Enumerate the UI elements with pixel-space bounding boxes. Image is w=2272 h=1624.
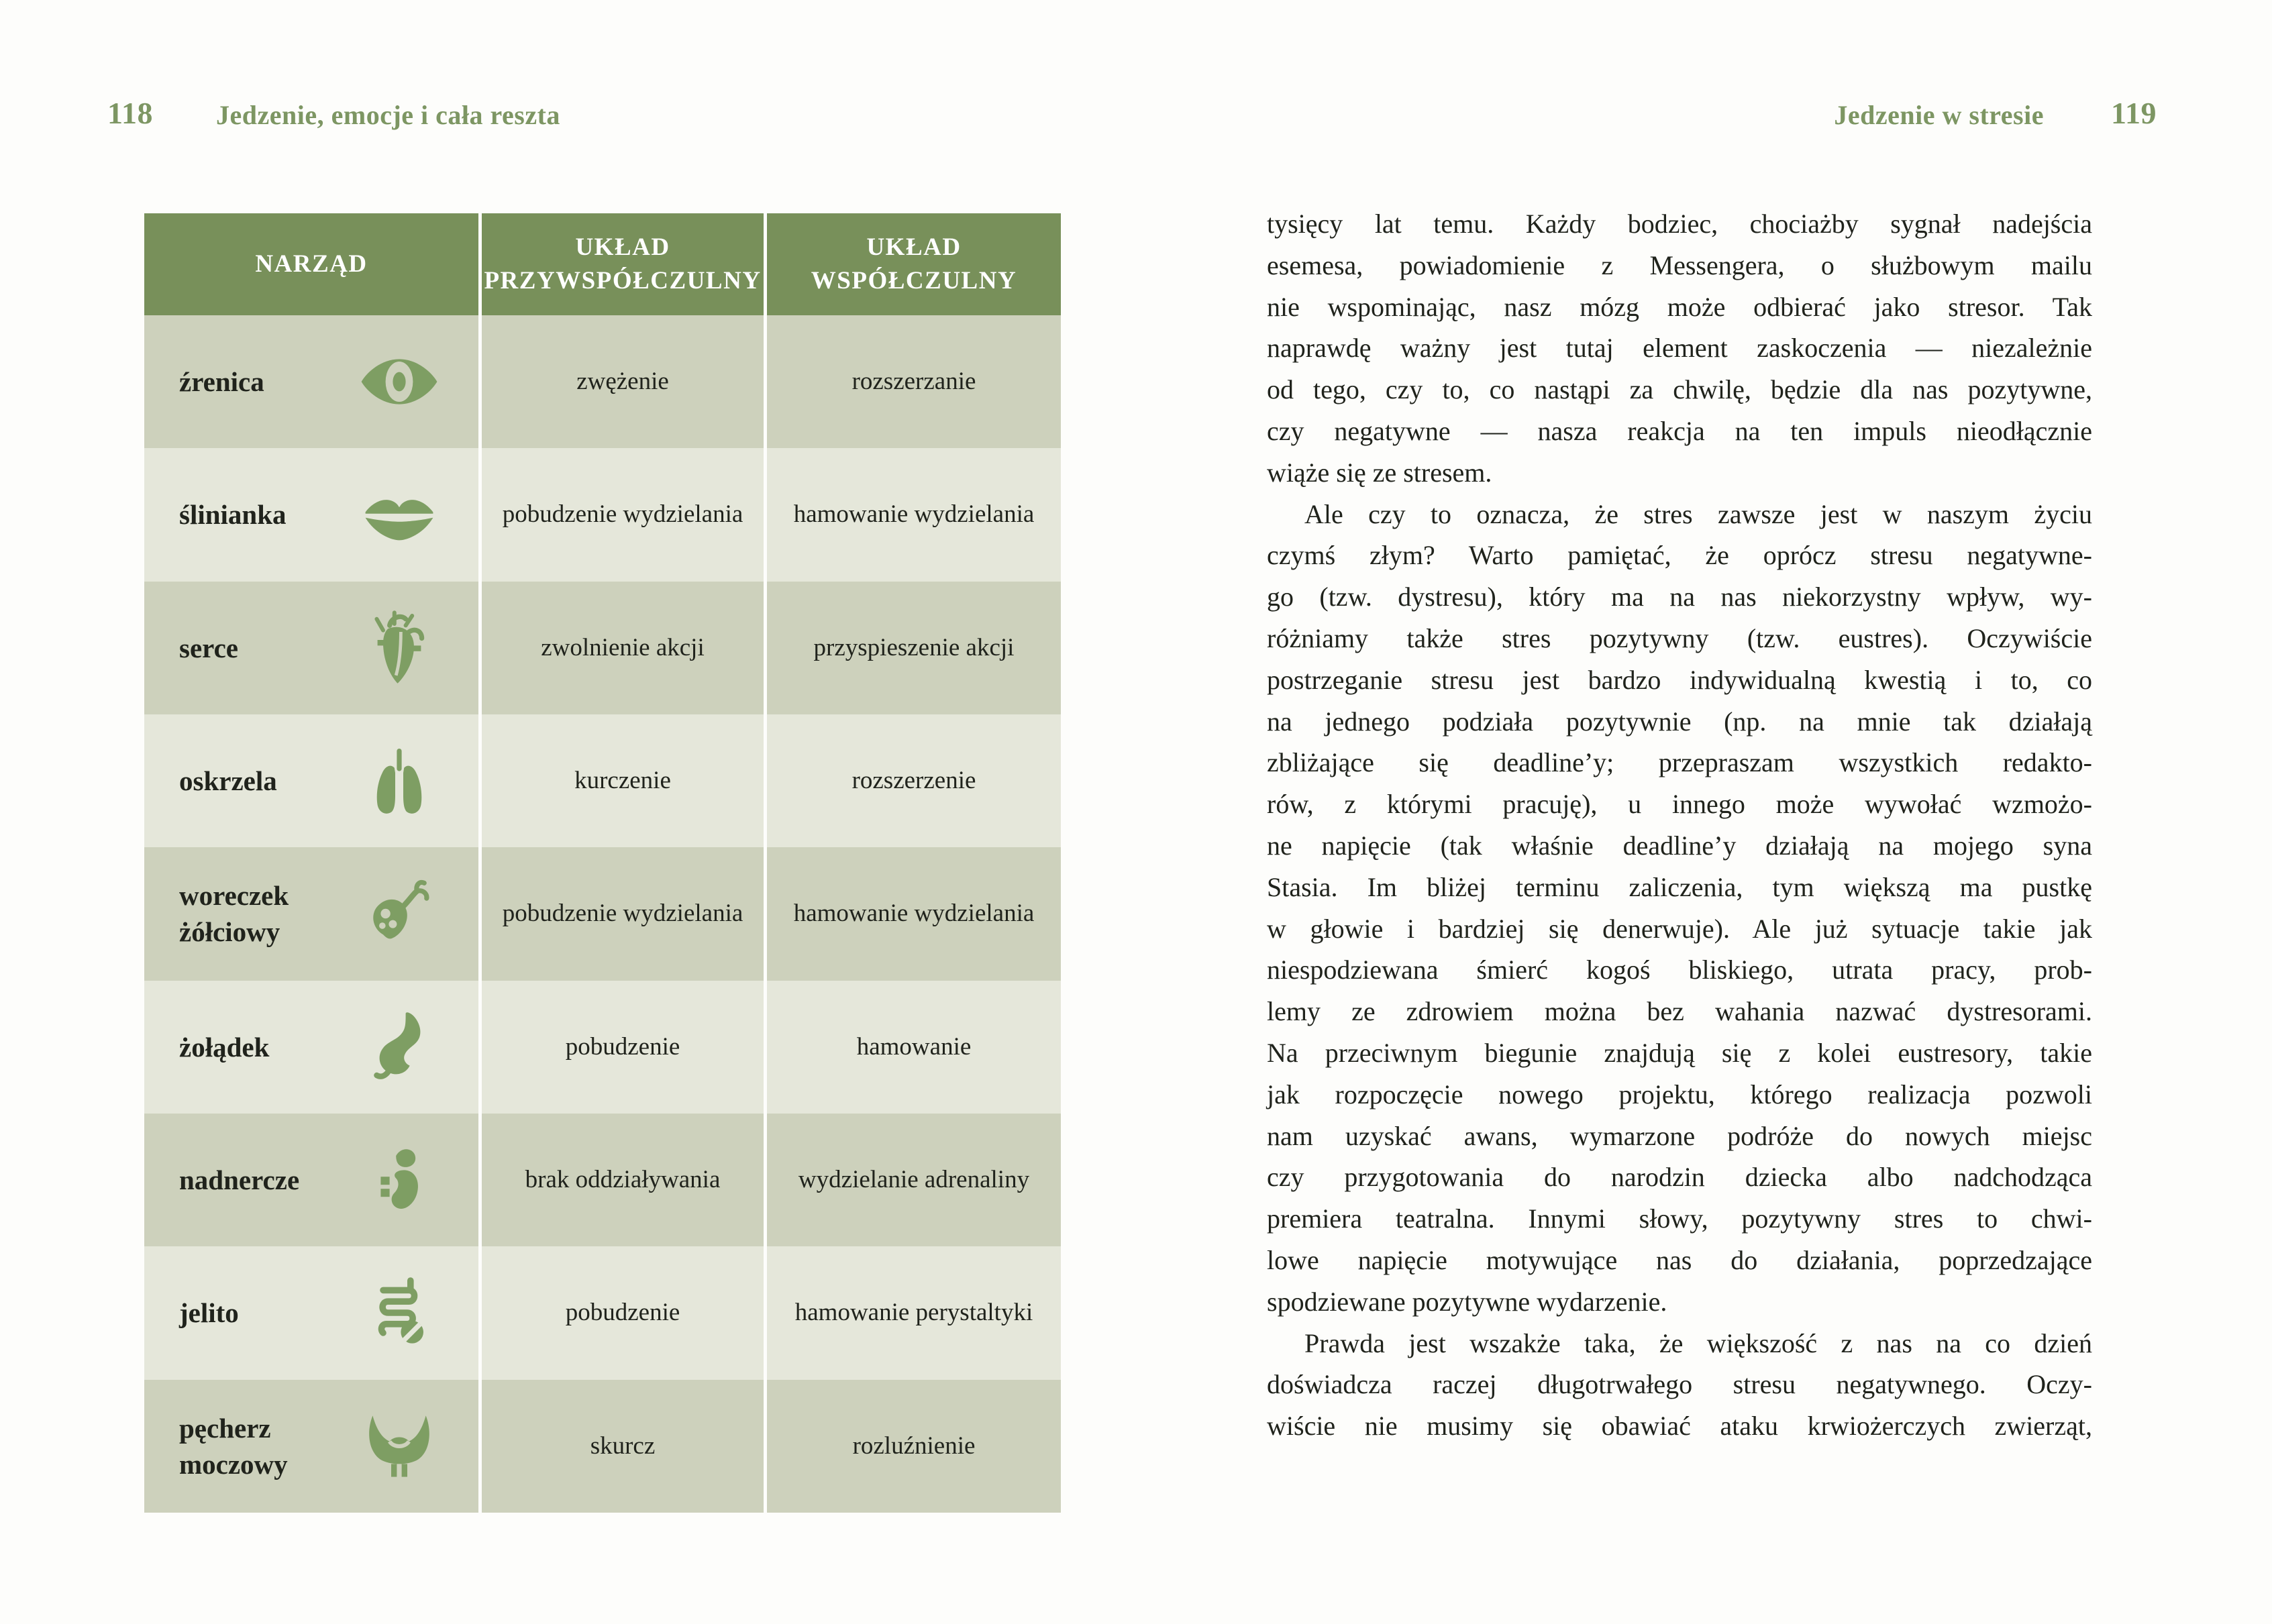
parasympathetic-cell: zwężenie	[482, 315, 767, 448]
text-line: nie wspominając, nasz mózg może odbierać jako stresor. Tak	[1267, 291, 2092, 322]
table-header-sympathetic: UKŁAD WSPÓŁCZULNY	[767, 213, 1061, 315]
text-line: w głowie i bardziej się denerwuje). Ale już sytuacje takie jak	[1267, 913, 2092, 944]
sympathetic-cell: przyspieszenie akcji	[767, 582, 1061, 714]
text-line: rów, z którymi pracuję), u innego może wywołać wzmożo-	[1267, 789, 2092, 820]
organ-name: woreczek żółciowy	[179, 880, 289, 948]
text-line: na jednego podziała pozytywnie (np. na mnie tak działają	[1267, 706, 2092, 737]
lungs-icon	[359, 741, 440, 821]
eye-icon	[359, 341, 440, 422]
left-page-number: 118	[107, 96, 153, 130]
parasympathetic-cell: pobudzenie wydzielania	[482, 448, 767, 581]
text-line: nam uzyskać awans, wymarzone podróże do nowych miejsc	[1267, 1120, 2092, 1151]
organ-name: jelito	[179, 1297, 239, 1329]
table-row	[144, 714, 1061, 847]
text-line: postrzeganie stresu jest bardzo indywidualną kwestią i to, co	[1267, 664, 2092, 695]
paragraph	[1267, 494, 2092, 1323]
right-page-number: 119	[2111, 96, 2157, 130]
text-line: zbliżające się deadline’y; przepraszam wszystkich redakto-	[1267, 747, 2092, 778]
organ-cell	[144, 1380, 482, 1513]
organ-cell	[144, 847, 482, 980]
text-line: Ale czy to oznacza, że stres zawsze jest w naszym życiu	[1304, 498, 2092, 529]
text-line: czy przygotowania do narodzin dziecka albo nadchodząca	[1267, 1162, 2092, 1193]
parasympathetic-cell: skurcz	[482, 1380, 767, 1513]
sympathetic-cell: rozszerzanie	[767, 315, 1061, 448]
sympathetic-cell: wydzielanie adrenaliny	[767, 1114, 1061, 1246]
table-header-parasympathetic: UKŁAD PRZYWSPÓŁCZULNY	[482, 213, 767, 315]
table-header-row	[144, 213, 1061, 315]
parasympathetic-cell: brak oddziaływania	[482, 1114, 767, 1246]
text-line: jak rozpoczęcie nowego projektu, którego realizacja pozwoli	[1267, 1079, 2092, 1109]
table-row	[144, 1114, 1061, 1246]
text-line: od tego, czy to, co nastąpi za chwilę, będzie dla nas pozytywne,	[1267, 374, 2092, 405]
organ-name: nadnercze	[179, 1165, 300, 1196]
table-row	[144, 582, 1061, 714]
paragraph	[1267, 1323, 2092, 1447]
organ-cell	[144, 582, 482, 714]
text-line: ne napięcie (tak właśnie deadline’y działają na mojego syna	[1267, 830, 2092, 861]
text-line: go (tzw. dystresu), który ma na nas niekorzystny wpływ, wy-	[1267, 582, 2092, 612]
table-row	[144, 448, 1061, 581]
lips-icon	[359, 474, 440, 555]
text-line: premiera teatralna. Innymi słowy, pozytywny stres to chwi-	[1267, 1203, 2092, 1234]
organ-cell	[144, 1114, 482, 1246]
parasympathetic-cell: kurczenie	[482, 714, 767, 847]
parasympathetic-cell: zwolnienie akcji	[482, 582, 767, 714]
organ-name: oskrzela	[179, 765, 277, 797]
organ-name: pęcherz moczowy	[179, 1412, 288, 1480]
organ-cell	[144, 315, 482, 448]
body-text-column	[1267, 203, 2092, 1447]
table-row	[144, 1246, 1061, 1379]
organ-cell	[144, 448, 482, 581]
text-line: Stasia. Im bliżej terminu zaliczenia, tym większą ma pustkę	[1267, 871, 2092, 902]
text-line: Na przeciwnym biegunie znajdują się z kolei eustresory, takie	[1267, 1037, 2092, 1068]
text-line: czymś złym? Warto pamiętać, że oprócz stresu negatywne-	[1267, 540, 2092, 571]
text-line: doświadcza raczej długotrwałego stresu negatywnego. Oczy-	[1267, 1369, 2092, 1400]
table-row	[144, 847, 1061, 980]
organ-cell	[144, 1246, 482, 1379]
right-running-head: Jedzenie w stresie	[1834, 100, 2044, 130]
organ-name: źrenica	[179, 366, 264, 398]
stomach-icon	[359, 1007, 440, 1087]
left-running-head: Jedzenie, emocje i cała reszta	[216, 100, 560, 130]
organ-nervous-system-table	[144, 213, 1061, 1513]
table-row	[144, 315, 1061, 448]
parasympathetic-cell: pobudzenie	[482, 981, 767, 1114]
text-line: lowe napięcie motywujące nas do działania, poprzedzające	[1267, 1244, 2092, 1275]
table-row	[144, 1380, 1061, 1513]
text-line: niespodziewana śmierć kogoś bliskiego, utrata pracy, prob-	[1267, 955, 2092, 985]
organ-cell	[144, 714, 482, 847]
text-line: tysięcy lat temu. Każdy bodziec, chociażby sygnał nadejścia	[1267, 209, 2092, 239]
text-line: esemesa, powiadomienie z Messengera, o służbowym mailu	[1267, 250, 2092, 280]
parasympathetic-cell: pobudzenie wydzielania	[482, 847, 767, 980]
paragraph	[1267, 203, 2092, 494]
text-line: Prawda jest wszakże taka, że większość z nas na co dzień	[1304, 1328, 2092, 1358]
text-line: różniamy także stres pozytywny (tzw. eustres). Oczywiście	[1267, 622, 2092, 653]
sympathetic-cell: hamowanie	[767, 981, 1061, 1114]
adrenal-gland-icon	[359, 1140, 440, 1220]
organ-name: ślinianka	[179, 499, 287, 531]
organ-cell	[144, 981, 482, 1114]
text-line: naprawdę ważny jest tutaj element zaskoczenia — niezależnie	[1267, 333, 2092, 364]
gallbladder-icon	[359, 873, 440, 954]
text-line: spodziewane pozytywne wydarzenie.	[1267, 1286, 1667, 1317]
table-header-organ: NARZĄD	[144, 213, 482, 315]
text-line: wiście nie musimy się obawiać ataku krwiożerczych zwierząt,	[1267, 1411, 2092, 1442]
text-line: lemy ze zdrowiem można bez wahania nazwać dystresorami.	[1267, 996, 2092, 1027]
sympathetic-cell: hamowanie wydzielania	[767, 847, 1061, 980]
text-line: czy negatywne — nasza reakcja na ten impuls nieodłącznie	[1267, 415, 2092, 446]
intestine-icon	[359, 1273, 440, 1353]
sympathetic-cell: rozszerzenie	[767, 714, 1061, 847]
text-line: wiąże się ze stresem.	[1267, 457, 1492, 488]
organ-name: żołądek	[179, 1031, 270, 1063]
sympathetic-cell: rozluźnienie	[767, 1380, 1061, 1513]
bladder-icon	[359, 1406, 440, 1486]
parasympathetic-cell: pobudzenie	[482, 1246, 767, 1379]
table-body	[144, 315, 1061, 1513]
sympathetic-cell: hamowanie wydzielania	[767, 448, 1061, 581]
sympathetic-cell: hamowanie perystaltyki	[767, 1246, 1061, 1379]
table-row	[144, 981, 1061, 1114]
heart-icon	[359, 608, 440, 688]
organ-name: serce	[179, 632, 239, 663]
